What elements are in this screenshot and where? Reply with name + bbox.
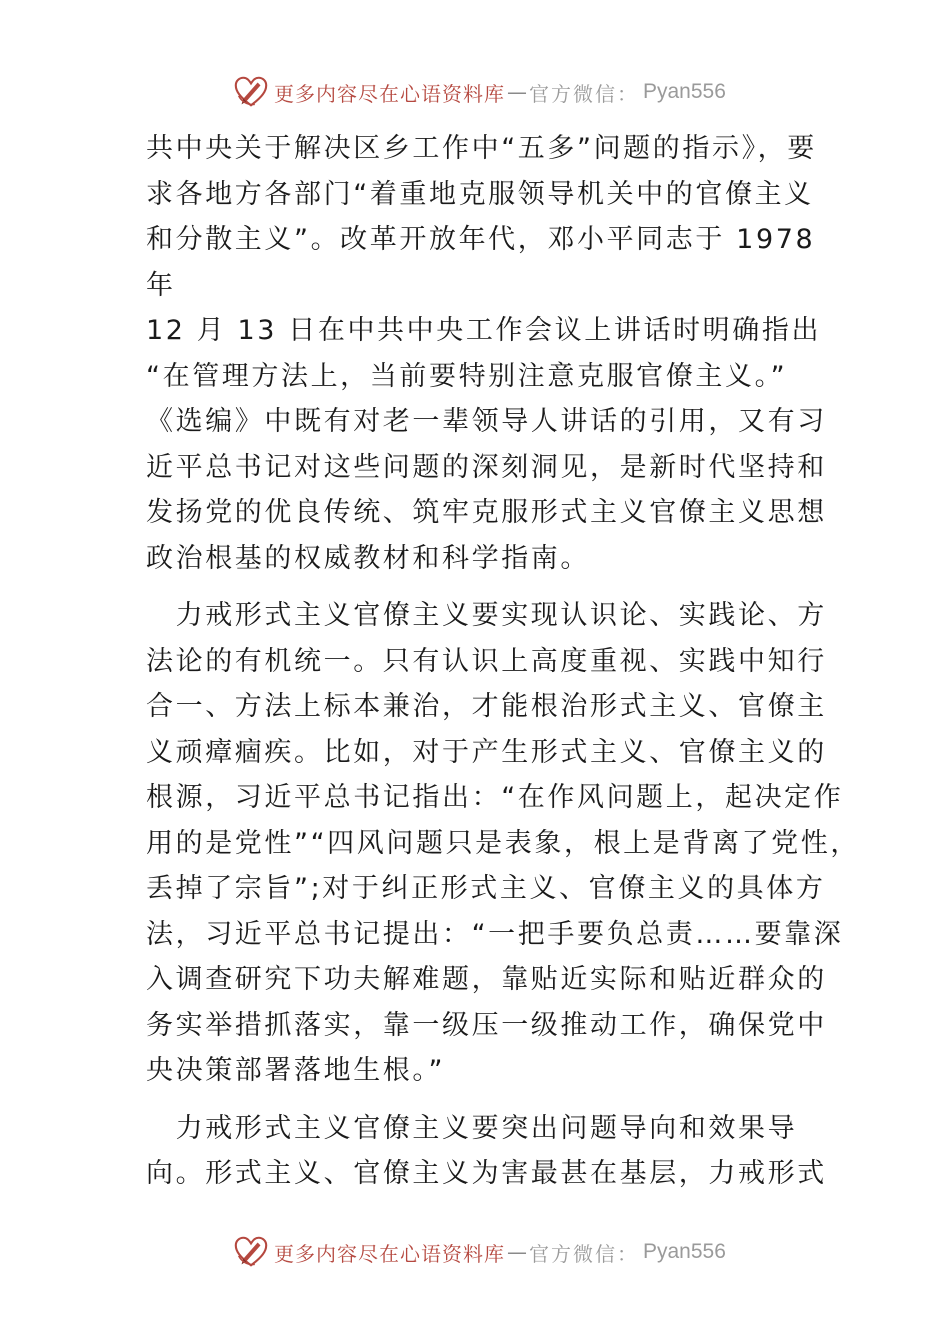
text-line: 近平总书记对这些问题的深刻洞见，是新时代坚持和 [146, 451, 827, 483]
banner-dash: — [507, 1240, 527, 1264]
text-line: 法，习近平总书记提出：“一把手要负总责……要靠深 [146, 918, 844, 950]
text-line: 12 月 13 日在中共中央工作会议上讲话时明确指出 [146, 315, 822, 346]
text-line: 发扬党的优良传统、筑牢克服形式主义官僚主义思想 [146, 497, 827, 528]
text-line: 义顽瘴痼疾。比如，对于产生形式主义、官僚主义的 [146, 736, 827, 768]
text-line: 共中央关于解决区乡工作中“五多”问题的指示》，要 [146, 133, 817, 164]
text-line: 力戒形式主义官僚主义要突出问题导向和效果导 [146, 1112, 798, 1144]
footer-banner [232, 1232, 752, 1272]
text-line: 央决策部署落地生根。” [146, 1055, 446, 1086]
header-banner [232, 72, 752, 112]
text-line: 力戒形式主义官僚主义要实现认识论、实践论、方 [146, 600, 827, 631]
text-line: 入调查研究下功夫解难题，靠贴近实际和贴近群众的 [146, 964, 827, 995]
text-line: 政治根基的权威教材和科学指南。 [146, 542, 590, 574]
text-line: 《选编》中既有对老一辈领导人讲话的引用，又有习 [146, 406, 827, 437]
banner-wechat-id: Pyan556 [643, 80, 726, 103]
text-line: 用的是党性”“四风问题只是表象，根上是背离了党性， [146, 827, 860, 859]
banner-wechat-id: Pyan556 [643, 1240, 726, 1263]
text-line: 求各地方各部门“着重地克服领导机关中的官僚主义 [146, 178, 814, 210]
text-line: 务实举措抓落实，靠一级压一级推动工作，确保党中 [146, 1009, 827, 1041]
text-line: 年 [146, 269, 176, 301]
text-line: “在管理方法上，当前要特别注意克服官僚主义。” [146, 360, 788, 392]
text-line: 法论的有机统一。只有认识上高度重视、实践中知行 [146, 645, 827, 677]
heart-pen-logo-icon [232, 1233, 270, 1271]
text-line: 根源，习近平总书记指出：“在作风问题上，起决定作 [146, 782, 844, 813]
banner-wechat-label: 官方微信： [529, 81, 639, 106]
text-line: 向。形式主义、官僚主义为害最甚在基层，力戒形式 [146, 1158, 827, 1189]
banner-slogan: 更多内容尽在心语资料库 [274, 1241, 505, 1266]
text-line: 丢掉了宗旨”;对于纠正形式主义、官僚主义的具体方 [146, 873, 826, 904]
heart-pen-logo-icon [232, 73, 270, 111]
banner-dash: — [507, 80, 527, 104]
text-line: 和分散主义”。改革开放年代，邓小平同志于 1978 [146, 224, 816, 255]
text-line: 合一、方法上标本兼治，才能根治形式主义、官僚主 [146, 691, 827, 722]
document-body [146, 126, 860, 1197]
banner-wechat-label: 官方微信： [529, 1241, 639, 1266]
banner-slogan: 更多内容尽在心语资料库 [274, 81, 505, 106]
